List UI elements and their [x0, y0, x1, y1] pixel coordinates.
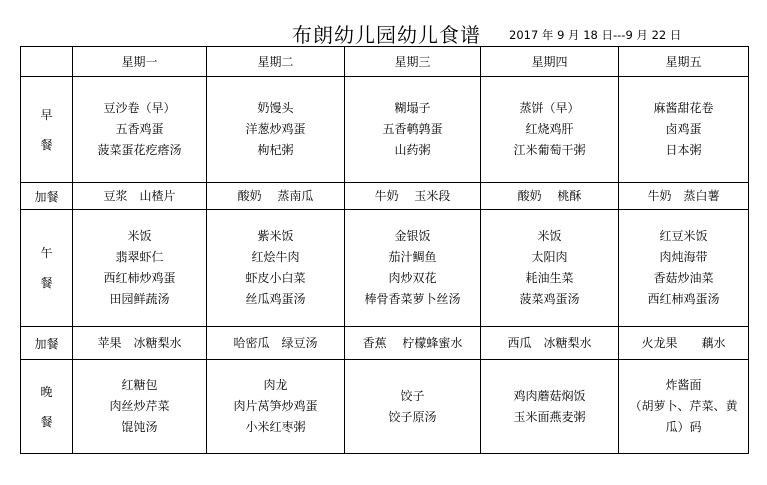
- dish-item: 田园鲜蔬汤: [109, 292, 170, 306]
- dish-list: [619, 226, 748, 310]
- dish-item: 肉炒双花: [388, 271, 437, 285]
- menu-cell: [481, 183, 619, 210]
- dish-list: [73, 186, 206, 207]
- dish-item: 菠菜鸡蛋汤: [519, 292, 580, 306]
- dish-list: [345, 386, 480, 428]
- dish-list: [345, 226, 480, 310]
- dish-list: [73, 226, 206, 310]
- meal-label: [21, 77, 73, 183]
- menu-table: [20, 46, 749, 454]
- dish-item: 红烩牛肉: [251, 250, 300, 264]
- menu-cell: [619, 210, 749, 327]
- dish-item: 枸杞粥: [257, 143, 294, 157]
- dish-item: 日本粥: [665, 143, 702, 157]
- dish-item: 肉炖海带: [659, 250, 708, 264]
- dish-list: [619, 98, 748, 161]
- dish-list: [73, 333, 206, 354]
- menu-cell: [619, 360, 749, 454]
- dish-item: 豆沙卷（早）: [103, 101, 176, 115]
- dish-item: 红糖包: [121, 378, 158, 392]
- meal-label: [21, 327, 73, 360]
- dish-item: 牛奶 蒸白薯: [647, 188, 720, 203]
- menu-cell: [207, 77, 345, 183]
- dish-item: 虾皮小白菜: [245, 271, 306, 285]
- dish-list: [481, 98, 618, 161]
- dish-item: 红烧鸡肝: [525, 122, 574, 136]
- lunch-row: [21, 210, 749, 327]
- menu-cell: [481, 77, 619, 183]
- dish-item: 肉丝炒芹菜: [109, 399, 170, 413]
- dish-item: 红豆米饭: [659, 229, 708, 243]
- dish-item: 糊塌子: [394, 101, 431, 115]
- corner-cell: [21, 47, 73, 77]
- menu-cell: [481, 360, 619, 454]
- dish-item: 棒骨香菜萝卜丝汤: [364, 292, 461, 306]
- dish-item: 西红柿鸡蛋汤: [647, 292, 720, 306]
- day-header: 星期四: [481, 47, 619, 77]
- dish-list: [481, 226, 618, 310]
- menu-cell: [345, 77, 481, 183]
- menu-cell: [207, 360, 345, 454]
- dish-item: 炸酱面: [665, 378, 702, 392]
- snack-row-afternoon: [21, 327, 749, 360]
- dish-item: 馄饨汤: [121, 420, 158, 434]
- meal-label: [21, 360, 73, 454]
- dish-item: （胡萝卜、芹菜、黄: [629, 399, 738, 413]
- dish-item: 米饭: [537, 229, 562, 243]
- day-header: 星期三: [345, 47, 481, 77]
- dish-list: [481, 186, 618, 207]
- day-header: 星期一: [73, 47, 207, 77]
- dish-item: 五香鹌鹑蛋: [382, 122, 443, 136]
- dish-list: [207, 186, 344, 207]
- dish-item: 五香鸡蛋: [115, 122, 164, 136]
- dinner-row: [21, 360, 749, 454]
- dish-item: 饺子: [400, 388, 425, 403]
- dish-item: 火龙果 藕水: [641, 335, 726, 350]
- dish-item: 豆浆 山楂片: [103, 188, 176, 203]
- day-header: 星期五: [619, 47, 749, 77]
- dish-list: [619, 375, 748, 438]
- dish-item: 肉片莴笋炒鸡蛋: [233, 399, 318, 413]
- menu-cell: [207, 327, 345, 360]
- menu-cell: [619, 183, 749, 210]
- dish-item: 鸡肉蘑菇焖饭: [513, 388, 586, 403]
- dish-item: 哈密瓜 绿豆汤: [233, 335, 318, 350]
- dish-item: 瓜）码: [665, 420, 702, 434]
- dish-item: 香菇炒油菜: [653, 271, 714, 285]
- meal-label-text: 加餐: [34, 189, 59, 204]
- dish-item: 山药粥: [394, 143, 431, 157]
- menu-cell: [73, 183, 207, 210]
- menu-cell: [619, 327, 749, 360]
- breakfast-row: [21, 77, 749, 183]
- menu-cell: [345, 360, 481, 454]
- snack-row-morning: [21, 183, 749, 210]
- menu-cell: [481, 210, 619, 327]
- dish-item: 酸奶 蒸南瓜: [237, 188, 314, 203]
- dish-item: 奶馒头: [257, 101, 294, 115]
- dish-list: [619, 333, 748, 354]
- dish-item: 丝瓜鸡蛋汤: [245, 292, 306, 306]
- header-row: [21, 47, 749, 77]
- date-range: 2017 年 9 月 18 日---9 月 22 日: [509, 28, 682, 42]
- dish-list: [73, 98, 206, 161]
- menu-cell: [207, 210, 345, 327]
- day-header: 星期二: [207, 47, 345, 77]
- dish-item: 肉龙: [263, 378, 288, 392]
- meal-label-text: 早餐: [40, 107, 53, 152]
- dish-item: 西红柿炒鸡蛋: [103, 271, 176, 285]
- menu-cell: [619, 77, 749, 183]
- dish-item: 翡翠虾仁: [115, 250, 164, 264]
- dish-item: 耗油生菜: [525, 271, 574, 285]
- dish-item: 卤鸡蛋: [665, 122, 702, 136]
- dish-item: 蒸饼（早）: [519, 101, 580, 115]
- dish-item: 麻酱甜花卷: [653, 101, 714, 115]
- dish-item: 酸奶 桃酥: [517, 188, 582, 203]
- dish-item: 西瓜 冰糖梨水: [507, 335, 592, 350]
- dish-item: 江米葡萄干粥: [513, 143, 586, 157]
- dish-list: [207, 98, 344, 161]
- dish-list: [207, 375, 344, 438]
- dish-item: 金银饭: [394, 229, 431, 243]
- dish-item: 饺子原汤: [388, 409, 437, 424]
- menu-cell: [345, 327, 481, 360]
- menu-cell: [73, 360, 207, 454]
- menu-cell: [481, 327, 619, 360]
- meal-label-text: 加餐: [34, 336, 59, 351]
- meal-label: [21, 210, 73, 327]
- dish-item: 玉米面燕麦粥: [513, 409, 586, 424]
- dish-list: [481, 333, 618, 354]
- meal-label-text: 晚餐: [40, 384, 53, 429]
- meal-label-text: 午餐: [40, 246, 53, 290]
- dish-item: 菠菜蛋花疙瘩汤: [97, 143, 182, 157]
- page-title: 布朗幼儿园幼儿食谱: [292, 23, 481, 47]
- dish-item: 小米红枣粥: [245, 420, 306, 434]
- dish-item: 紫米饭: [257, 229, 294, 243]
- menu-cell: [73, 77, 207, 183]
- dish-item: 茄汁鲷鱼: [388, 250, 437, 264]
- dish-list: [345, 333, 480, 354]
- dish-list: [207, 333, 344, 354]
- menu-cell: [345, 210, 481, 327]
- dish-item: 苹果 冰糖梨水: [97, 335, 182, 350]
- menu-cell: [73, 327, 207, 360]
- dish-list: [345, 186, 480, 207]
- dish-item: 米饭: [127, 229, 152, 243]
- menu-cell: [345, 183, 481, 210]
- dish-list: [481, 386, 618, 428]
- dish-list: [619, 186, 748, 207]
- menu-cell: [73, 210, 207, 327]
- dish-item: 洋葱炒鸡蛋: [245, 122, 306, 136]
- meal-label: [21, 183, 73, 210]
- dish-list: [73, 375, 206, 438]
- dish-list: [207, 226, 344, 310]
- dish-item: 太阳肉: [531, 250, 568, 264]
- dish-list: [345, 98, 480, 161]
- dish-item: 香蕉 柠檬蜂蜜水: [362, 335, 463, 350]
- dish-item: 牛奶 玉米段: [374, 188, 451, 203]
- menu-cell: [207, 183, 345, 210]
